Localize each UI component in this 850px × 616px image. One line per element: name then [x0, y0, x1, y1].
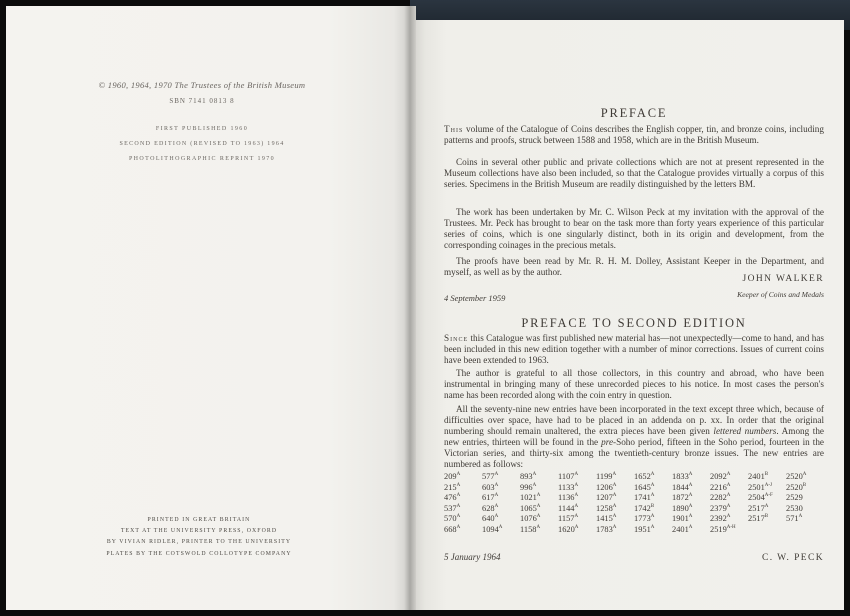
- entry-number: $2092^A$: [710, 472, 731, 481]
- copyright-line: © 1960, 1964, 1970 The Trustees of the British Museum: [98, 80, 306, 90]
- preface2-date: 5 January 1964: [444, 552, 501, 562]
- entry-number: $668^A$: [444, 524, 461, 534]
- preface-paragraph-4: The proofs have been read by Mr. R. H. M. Dolley, Assistant Keeper in the Department, and myself, as well as by the author.: [444, 256, 824, 278]
- preface-date: 4 September 1959: [444, 293, 506, 303]
- entry-number: $2392^A$: [710, 514, 731, 523]
- entry-number: $2216^A$: [710, 482, 731, 492]
- entry-number: $215^A$: [444, 482, 461, 492]
- reprint-line: PHOTOLITHOGRAPHIC REPRINT 1970: [128, 156, 276, 162]
- entry-number: $2379^A$: [710, 503, 731, 513]
- entry-number: $1094^A$: [482, 524, 503, 534]
- entry-number: $1258^A$: [596, 503, 617, 513]
- entry-number: $1645^A$: [634, 482, 655, 492]
- preface-paragraph-2: Coins in several other public and private collections which are not at present represented in the Museum collections have also been included, so that the Catalogue provides virtually a corpus of this series. Specimens in the British Museum are readily distinguished by the letters BM.: [444, 157, 824, 190]
- entry-number: $996^A$: [520, 482, 537, 492]
- entry-number: $2519^{A-H}$: [710, 524, 736, 534]
- entry-number: $537^A$: [444, 503, 461, 513]
- preface2-paragraph-2: The author is grateful to all those collectors, in this country and abroad, who have been instrumental in bringing many of these unrecorded pieces to his notice. In most cases the person's name has been recorded along with the coin entry in question.: [444, 368, 824, 401]
- paragraph-text: volume of the Catalogue of Coins describes the English copper, tin, and bronze coins, including patterns and proofs, struck between 1588 and 1958, which are in the British Museum.: [444, 124, 824, 146]
- printer-line: BY VIVIAN RIDLER, PRINTER TO THE UNIVERSITY: [106, 539, 292, 546]
- italic-text: lettered numbers: [713, 426, 777, 437]
- isbn-line: SBN 7141 0813 8: [169, 97, 235, 105]
- book-gutter: [404, 6, 416, 610]
- entry-number: $640^A$: [482, 514, 499, 523]
- paragraph-text: . Among the new entries, thirteen will be found in the: [444, 426, 824, 448]
- preface2-heading: PREFACE TO SECOND EDITION: [521, 316, 747, 330]
- entry-number: 2529: [786, 493, 803, 502]
- preface2-signature: C. W. PECK: [761, 553, 824, 563]
- preface-paragraph-1: [444, 124, 824, 146]
- entry-number: $1741^A$: [634, 493, 655, 502]
- entry-number: $1144^A$: [558, 503, 579, 513]
- entry-number: $2520^A$: [786, 472, 807, 481]
- entry-number: $2401^B$: [748, 472, 769, 481]
- entry-number: $476^A$: [444, 493, 461, 502]
- entry-number: $1890^A$: [672, 503, 693, 513]
- entry-number: $1620^A$: [558, 524, 579, 534]
- paragraph-text: this Catalogue was first published new material has—not unexpectedly—come to hand, and has been included in this new edition together with a number of minor corrections. Issues of current coins have been extended to 1963.: [444, 333, 824, 366]
- entry-number: $1652^A$: [634, 472, 655, 481]
- second-edition-line: SECOND EDITION (REVISED TO 1963) 1964: [119, 141, 285, 147]
- printer-line: PRINTED IN GREAT BRITAIN: [147, 517, 251, 523]
- entry-number: $1107^A$: [558, 472, 579, 481]
- entry-number: $2401^A$: [672, 524, 693, 534]
- entry-number: $603^A$: [482, 482, 499, 492]
- printer-line: TEXT AT THE UNIVERSITY PRESS, OXFORD: [120, 528, 278, 535]
- entry-number: $2501^{A-J}$: [748, 482, 772, 492]
- preface-heading: PREFACE: [600, 106, 668, 120]
- entry-number: $628^A$: [482, 503, 499, 513]
- preface-paragraph-3: The work has been undertaken by Mr. C. Wilson Peck at my invitation with the approval of the Trustees. Mr. Peck has brought to bear on the task more than forty years experience of this particular series of coins, which is one singularly distinct, both in its origin and development, from the corresponding coinages in the precious metals.: [444, 207, 824, 251]
- entry-number: $2504^{A-F}$: [748, 493, 773, 502]
- preface2-paragraph-3: [444, 404, 824, 471]
- printer-imprint: [94, 515, 304, 560]
- entry-number: $209^A$: [444, 472, 461, 481]
- entry-number: $1773^A$: [634, 514, 655, 523]
- new-entries-list: [444, 472, 824, 535]
- entry-number: $2282^A$: [710, 493, 731, 502]
- entry-number: $1136^A$: [558, 493, 579, 502]
- entry-number: $1833^A$: [672, 472, 693, 481]
- entry-number: $577^A$: [482, 472, 499, 481]
- entry-number: $617^A$: [482, 493, 499, 502]
- paragraph-text: All the seventy-nine new entries have been incorporated in the text except three which, because of difficulties over space, have had to be placed in an addenda on p. xx. In order that the original numbering should remain unaltered, the extra pieces have been given: [444, 404, 824, 437]
- preface-signature: JOHN WALKER: [742, 274, 824, 284]
- entry-number: $1199^A$: [596, 472, 617, 481]
- entry-number: $1158^A$: [520, 524, 541, 534]
- entry-number: $1951^A$: [634, 524, 655, 534]
- entry-number: $1901^A$: [672, 514, 693, 523]
- entry-number: $2517^A$: [748, 503, 769, 513]
- entry-number: $570^A$: [444, 514, 461, 523]
- entry-number: $1207^A$: [596, 493, 617, 502]
- entry-number: $1076^A$: [520, 514, 541, 523]
- entry-number: $1021^A$: [520, 493, 541, 502]
- italic-text: pre: [601, 437, 614, 448]
- entry-number: $1157^A$: [558, 514, 579, 523]
- entry-number: $1742^B$: [634, 503, 655, 513]
- preface2-paragraph-1: [444, 333, 824, 366]
- entry-number: $1065^A$: [520, 503, 541, 513]
- entry-number: $1844^A$: [672, 482, 693, 492]
- entry-number: $1133^A$: [558, 482, 579, 492]
- entry-number: $2520^B$: [786, 482, 807, 492]
- entry-number: $1206^A$: [596, 482, 617, 492]
- first-published-line: FIRST PUBLISHED 1960: [155, 126, 249, 132]
- paragraph-text: -Soho period, fifteen in the Soho period, fourteen in the Victorian series, and thirty-six among the twentieth-century bronze issues. The new entries are numbered as follows:: [444, 437, 824, 470]
- lead-word: This: [444, 124, 464, 134]
- entry-number: $1415^A$: [596, 514, 617, 523]
- preface-signature-title: Keeper of Coins and Medals: [737, 290, 824, 299]
- entry-number: 2530: [786, 503, 803, 513]
- printer-line: PLATES BY THE COTSWOLD COLLOTYPE COMPANY: [106, 550, 292, 557]
- entry-number: $1872^A$: [672, 493, 693, 502]
- entry-number: $1783^A$: [596, 524, 617, 534]
- lead-word: Since: [444, 333, 469, 343]
- entry-number: $2517^B$: [748, 514, 769, 523]
- entry-number: $893^A$: [520, 472, 537, 481]
- entry-number: $571^A$: [786, 514, 803, 523]
